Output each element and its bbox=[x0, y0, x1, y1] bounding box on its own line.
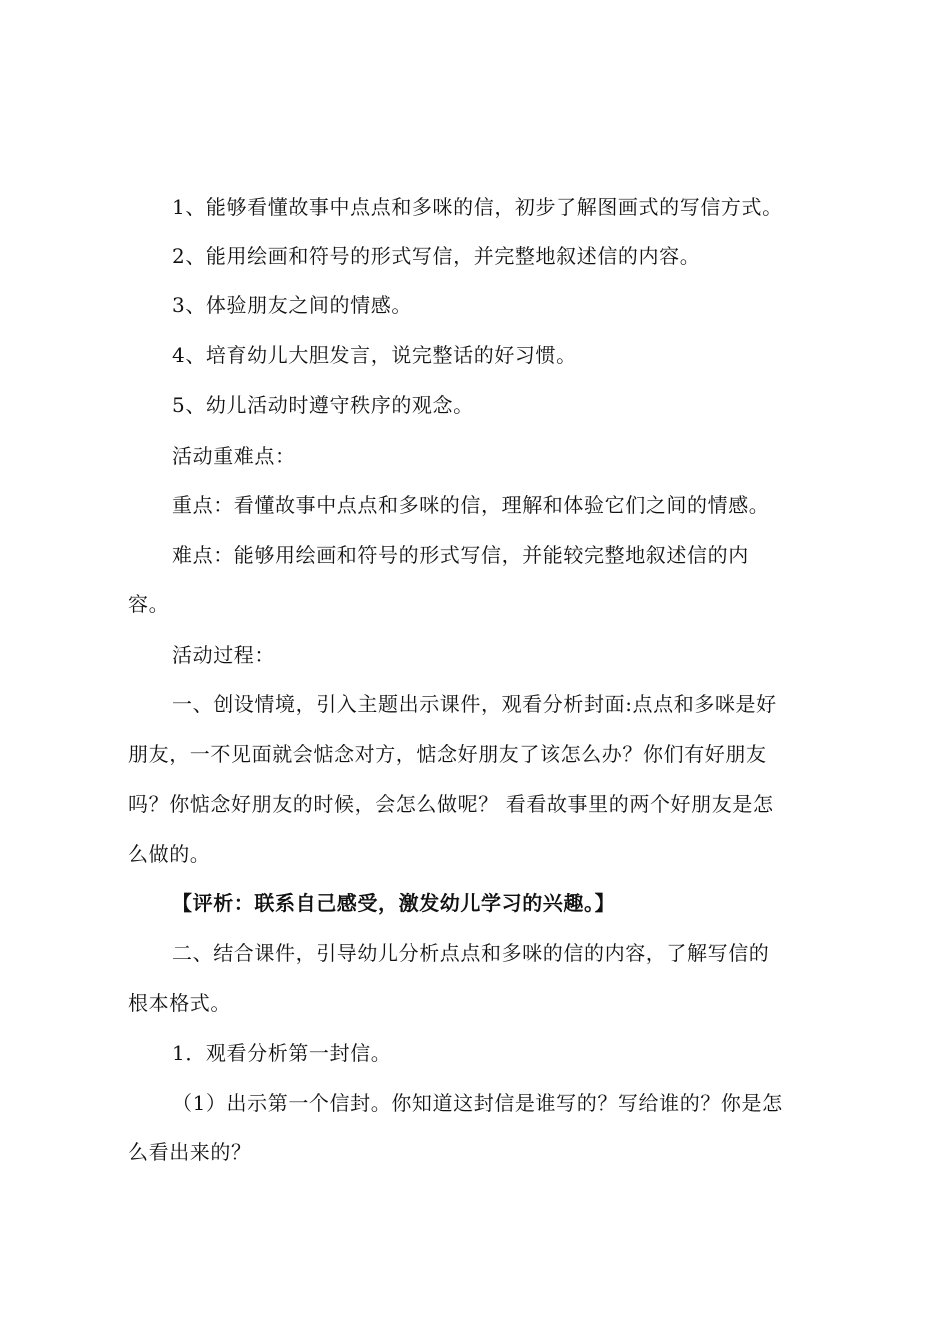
section-heading-key-points: 活动重难点： bbox=[172, 444, 296, 468]
objective-1: 1、能够看懂故事中点点和多咪的信，初步了解图画式的写信方式。 bbox=[172, 195, 783, 219]
step-2-line-1: 二、结合课件，引导幼儿分析点点和多咪的信的内容，了解写信的 bbox=[172, 941, 770, 965]
objective-5: 5、幼儿活动时遵守秩序的观念。 bbox=[172, 393, 474, 417]
step-1-line-3: 吗？你惦念好朋友的时候，会怎么做呢？ 看看故事里的两个好朋友是怎 bbox=[128, 792, 774, 816]
objective-4: 4、培育幼儿大胆发言，说完整话的好习惯。 bbox=[172, 343, 577, 367]
objective-3: 3、体验朋友之间的情感。 bbox=[172, 293, 412, 317]
step-2-line-2: 根本格式。 bbox=[128, 991, 231, 1015]
step-1-line-2: 朋友，一不见面就会惦念对方，惦念好朋友了该怎么办？你们有好朋友 bbox=[128, 742, 767, 766]
substep-1: 1．观看分析第一封信。 bbox=[172, 1041, 392, 1065]
key-point: 重点：看懂故事中点点和多咪的信，理解和体验它们之间的情感。 bbox=[172, 493, 770, 517]
comment-1: 【评析：联系自己感受，激发幼儿学习的兴趣。】 bbox=[172, 891, 616, 915]
objective-2: 2、能用绘画和符号的形式写信，并完整地叙述信的内容。 bbox=[172, 244, 701, 268]
section-heading-process: 活动过程： bbox=[172, 643, 275, 667]
step-1-line-4: 么做的。 bbox=[128, 842, 211, 866]
difficulty-line-1: 难点：能够用绘画和符号的形式写信，并能较完整地叙述信的内 bbox=[172, 543, 749, 567]
substep-1-1-line-2: 么看出来的？ bbox=[128, 1140, 252, 1164]
step-1-line-1: 一、创设情境，引入主题出示课件，观看分析封面:点点和多咪是好 bbox=[172, 692, 777, 716]
substep-1-1-line-1: （1）出示第一个信封。你知道这封信是谁写的？写给谁的？你是怎 bbox=[172, 1091, 783, 1115]
difficulty-line-2: 容。 bbox=[128, 592, 170, 616]
